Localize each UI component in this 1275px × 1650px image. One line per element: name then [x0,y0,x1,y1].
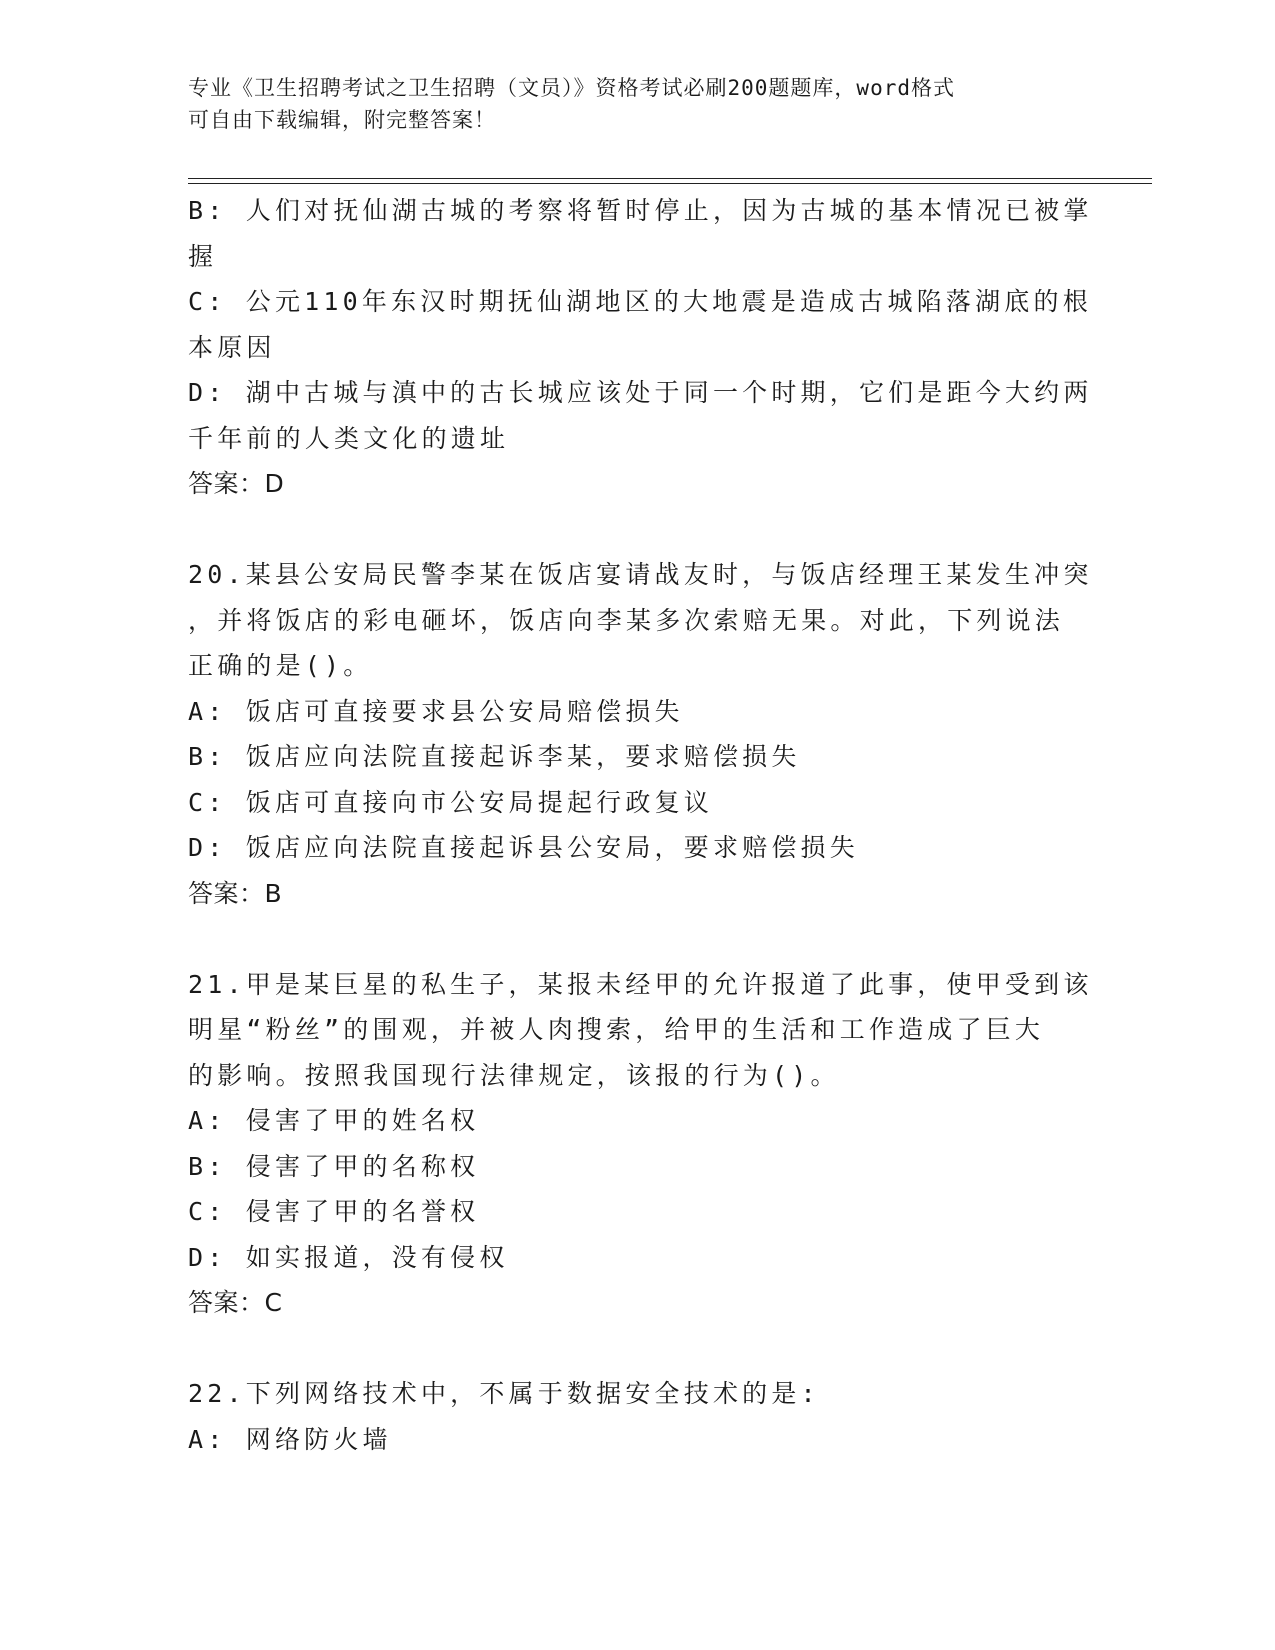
question-stem: 20.某县公安局民警李某在饭店宴请战友时，与饭店经理王某发生冲突 [188,560,1093,589]
option-c: C: 饭店可直接向市公安局提起行政复议 [188,787,713,817]
document-header [188,72,1088,136]
question-stem-continued: 的影响。按照我国现行法律规定，该报的行为()。 [188,1060,840,1090]
option-d: D: 如实报道，没有侵权 [188,1242,509,1272]
question-20 [188,552,1093,916]
option-c: C: 侵害了甲的名誉权 [188,1197,480,1226]
answer: 答案：D [188,469,285,498]
option-c: C: 公元110年东汉时期抚仙湖地区的大地震是造成古城陷落湖底的根 [188,287,1092,316]
option-b: B: 侵害了甲的名称权 [188,1151,480,1181]
spacer [188,916,1088,962]
option-d: D: 饭店应向法院直接起诉县公安局，要求赔偿损失 [188,833,859,862]
spacer [188,1326,1088,1372]
question-21 [188,962,1093,1326]
option-c-continued: 本原因 [188,332,276,362]
option-a: A: 侵害了甲的姓名权 [188,1106,480,1135]
option-b: B: 饭店应向法院直接起诉李某，要求赔偿损失 [188,742,801,771]
spacer [188,507,1088,553]
option-a: A: 网络防火墙 [188,1424,392,1454]
question-22 [188,1371,1088,1462]
question-stem-continued: 正确的是()。 [188,651,373,680]
option-a: A: 饭店可直接要求县公安局赔偿损失 [188,696,684,726]
question-stem: 22.下列网络技术中，不属于数据安全技术的是: [188,1379,820,1408]
question-stem-continued: 明星“粉丝”的围观，并被人肉搜索，给甲的生活和工作造成了巨大 [188,1015,1045,1044]
question-stem-continued: ，并将饭店的彩电砸坏，饭店向李某多次索赔无果。对此，下列说法 [188,605,1065,635]
answer: 答案：B [188,878,283,908]
option-d: D: 湖中古城与滇中的古长城应该处于同一个时期，它们是距今大约两 [188,378,1093,407]
header-line: 专业《卫生招聘考试之卫生招聘（文员）》资格考试必刷200题题库，word格式 [188,76,955,100]
option-b-continued: 握 [188,241,218,271]
header-line: 可自由下载编辑，附完整答案！ [188,108,496,132]
option-b: B: 人们对抚仙湖古城的考察将暂时停止，因为古城的基本情况已被掌 [188,196,1093,225]
question-19 [188,188,1093,507]
question-list [188,188,1093,1462]
option-d-continued: 千年前的人类文化的遗址 [188,423,510,453]
answer: 答案：C [188,1288,283,1317]
question-stem: 21.甲是某巨星的私生子，某报未经甲的允许报道了此事，使甲受到该 [188,969,1093,999]
header-double-rule [188,178,1152,184]
